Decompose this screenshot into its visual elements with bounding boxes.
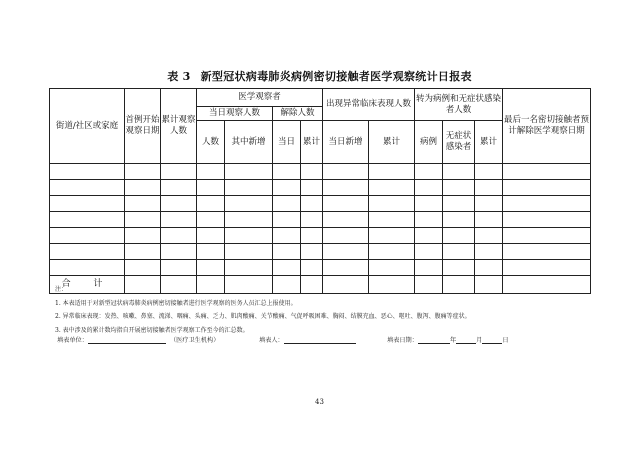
table-cell[interactable] — [475, 228, 503, 244]
table-cell[interactable] — [50, 180, 125, 196]
year-label: 年 — [449, 337, 457, 344]
header-released-cumulative: 累计 — [301, 121, 323, 164]
header-released-today: 当日 — [273, 121, 301, 164]
table-cell[interactable] — [369, 196, 415, 212]
table-cell[interactable] — [225, 164, 273, 180]
table-cell[interactable] — [225, 212, 273, 228]
table-cell[interactable] — [225, 260, 273, 276]
table-cell[interactable] — [161, 244, 197, 260]
table-cell[interactable] — [369, 244, 415, 260]
table-cell[interactable] — [503, 244, 591, 260]
table-cell[interactable] — [225, 180, 273, 196]
table-cell[interactable] — [503, 260, 591, 276]
table-row — [50, 260, 591, 276]
header-case: 病例 — [415, 121, 443, 164]
table-cell[interactable] — [415, 164, 443, 180]
person-label: 填表人： — [259, 337, 284, 344]
table-cell[interactable] — [301, 180, 323, 196]
year-field[interactable] — [418, 335, 450, 344]
table-cell[interactable] — [161, 196, 197, 212]
table-cell[interactable] — [415, 228, 443, 244]
table-cell[interactable] — [125, 164, 161, 180]
header-released: 解除人数 — [273, 107, 323, 121]
table-cell[interactable] — [301, 212, 323, 228]
table-cell[interactable] — [415, 260, 443, 276]
table-title-text: 新型冠状病毒肺炎病例密切接触者医学观察统计日报表 — [200, 70, 472, 83]
table-cell[interactable] — [443, 228, 475, 244]
table-cell[interactable] — [50, 212, 125, 228]
notes-heading: 注： — [55, 286, 68, 293]
table-cell[interactable] — [503, 196, 591, 212]
table-row — [50, 212, 591, 228]
table-cell[interactable] — [323, 260, 369, 276]
header-street: 街道/社区或家庭 — [50, 89, 125, 164]
table-cell[interactable] — [301, 228, 323, 244]
table-cell[interactable] — [323, 164, 369, 180]
table-cell[interactable] — [50, 228, 125, 244]
table-cell[interactable] — [197, 196, 225, 212]
table-cell[interactable] — [301, 164, 323, 180]
table-cell[interactable] — [443, 244, 475, 260]
table-cell[interactable] — [225, 196, 273, 212]
table-row — [50, 164, 591, 180]
header-converted-cumulative: 累计 — [475, 121, 503, 164]
footer-person — [259, 335, 356, 344]
table-cell[interactable] — [125, 260, 161, 276]
table-cell[interactable] — [273, 164, 301, 180]
table-cell[interactable] — [369, 180, 415, 196]
table-cell[interactable] — [475, 196, 503, 212]
note-item-1: 1. 本表适用于对新型冠状病毒肺炎病例密切接触者进行医学观察的医务人员汇总上报使用。 — [55, 299, 297, 307]
form-footer — [57, 335, 577, 347]
table-cell[interactable] — [197, 228, 225, 244]
table-row — [50, 180, 591, 196]
table-cell[interactable] — [415, 212, 443, 228]
total-label: 合 计 — [50, 276, 125, 294]
table-cell[interactable] — [125, 180, 161, 196]
table-cell[interactable] — [301, 244, 323, 260]
table-cell[interactable] — [443, 164, 475, 180]
table-cell[interactable] — [197, 260, 225, 276]
header-cum-observed: 累计观察人数 — [161, 89, 197, 164]
footer-date — [387, 335, 509, 344]
table-cell[interactable] — [475, 244, 503, 260]
table-cell[interactable] — [273, 228, 301, 244]
table-cell[interactable] — [161, 180, 197, 196]
notes-section — [55, 283, 595, 337]
table-cell[interactable] — [125, 196, 161, 212]
table-cell[interactable] — [301, 196, 323, 212]
header-abnormal-cumulative: 累计 — [369, 121, 415, 164]
table-cell[interactable] — [273, 260, 301, 276]
table-cell[interactable] — [161, 260, 197, 276]
table-cell[interactable] — [503, 212, 591, 228]
table-cell[interactable] — [225, 228, 273, 244]
header-new-among: 其中新增 — [225, 121, 273, 164]
note-item-3: 3. 表中涉及的累计数均指自开展密切接触者医学观察工作至今的汇总数。 — [55, 326, 249, 334]
day-field[interactable] — [482, 335, 502, 344]
table-cell[interactable] — [503, 228, 591, 244]
unit-field[interactable] — [88, 335, 166, 344]
table-cell[interactable] — [323, 180, 369, 196]
table-cell[interactable] — [50, 196, 125, 212]
table-cell[interactable] — [50, 244, 125, 260]
report-title — [0, 68, 639, 84]
header-last-release-date: 最后一名密切接触者预计解除医学观察日期 — [503, 89, 591, 164]
header-abnormal: 出现异常临床表现人数 — [323, 89, 415, 121]
header-first-obs-date: 首例开始观察日期 — [125, 89, 161, 164]
table-cell[interactable] — [301, 260, 323, 276]
person-field[interactable] — [284, 335, 356, 344]
table-cell[interactable] — [125, 212, 161, 228]
note-item-2: 2. 异常临床表现：发热、咳嗽、鼻塞、流涕、咽痛、头痛、乏力、肌肉酸痛、关节酸痛、气促呼吸困难、胸闷、结膜充血、恶心、呕吐、腹泻、腹痛等症状。 — [55, 313, 471, 320]
table-cell[interactable] — [443, 260, 475, 276]
table-cell[interactable] — [197, 164, 225, 180]
table-cell[interactable] — [443, 196, 475, 212]
table-cell[interactable] — [323, 212, 369, 228]
table-cell[interactable] — [273, 180, 301, 196]
month-field[interactable] — [456, 335, 476, 344]
table-cell[interactable] — [323, 196, 369, 212]
table-cell[interactable] — [415, 196, 443, 212]
header-abnormal-today-new: 当日新增 — [323, 121, 369, 164]
header-converted: 转为病例和无症状感染者人数 — [415, 89, 503, 121]
table-cell[interactable] — [443, 212, 475, 228]
table-row — [50, 244, 591, 260]
unit-label: 填表单位： — [57, 337, 88, 344]
table-row — [50, 228, 591, 244]
table-cell[interactable] — [415, 244, 443, 260]
table-cell[interactable] — [323, 244, 369, 260]
table-number: 表 3 — [167, 70, 191, 83]
table-cell[interactable] — [475, 260, 503, 276]
table-cell[interactable] — [475, 164, 503, 180]
table-cell[interactable] — [197, 212, 225, 228]
unit-hint: （医疗卫生机构） — [169, 337, 220, 344]
header-medical-obs: 医学观察者 — [197, 89, 323, 107]
table-cell[interactable] — [369, 164, 415, 180]
table-cell[interactable] — [197, 180, 225, 196]
table-cell[interactable] — [475, 180, 503, 196]
month-label: 月 — [476, 337, 483, 344]
table-body — [50, 164, 591, 276]
daily-report-table — [49, 88, 591, 294]
table-cell[interactable] — [161, 212, 197, 228]
table-cell[interactable] — [125, 244, 161, 260]
table-cell[interactable] — [503, 164, 591, 180]
table-cell[interactable] — [369, 228, 415, 244]
table-cell[interactable] — [225, 244, 273, 260]
table-cell[interactable] — [161, 164, 197, 180]
table-cell[interactable] — [273, 244, 301, 260]
footer-unit — [57, 335, 219, 344]
day-label: 日 — [502, 337, 509, 344]
header-today-observing: 当日观察人数 — [197, 107, 273, 121]
table-cell[interactable] — [323, 228, 369, 244]
table-cell[interactable] — [125, 228, 161, 244]
header-asymptomatic: 无症状感染者 — [443, 121, 475, 164]
page-number: 43 — [315, 398, 324, 406]
table-cell[interactable] — [50, 260, 125, 276]
table-cell[interactable] — [273, 196, 301, 212]
table-cell[interactable] — [443, 180, 475, 196]
header-count: 人数 — [197, 121, 225, 164]
date-label: 填表日期： — [387, 337, 418, 344]
table-cell[interactable] — [161, 228, 197, 244]
table-row — [50, 196, 591, 212]
table-cell[interactable] — [369, 260, 415, 276]
table-cell[interactable] — [503, 180, 591, 196]
table-cell[interactable] — [197, 244, 225, 260]
table-cell[interactable] — [50, 164, 125, 180]
table-cell[interactable] — [273, 212, 301, 228]
table-cell[interactable] — [415, 180, 443, 196]
table-cell[interactable] — [369, 212, 415, 228]
table-cell[interactable] — [475, 212, 503, 228]
